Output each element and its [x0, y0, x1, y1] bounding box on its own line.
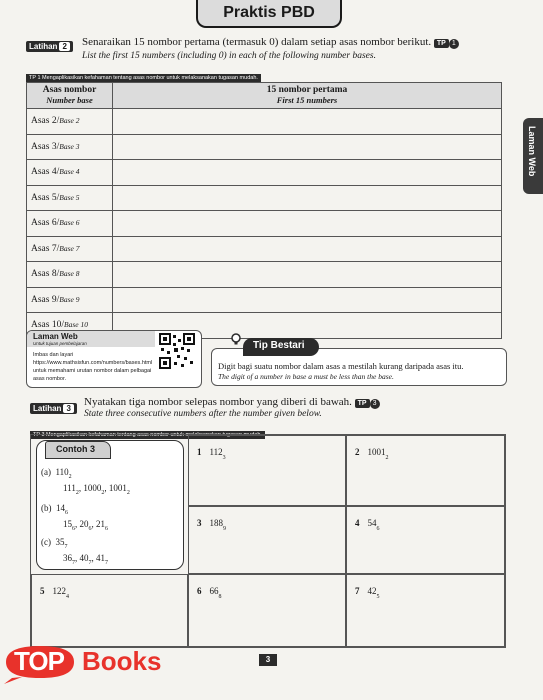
- laman-web-box: [26, 330, 202, 388]
- table-row: Asas 5/Base 5: [27, 185, 502, 211]
- table-row: Asas 8/Base 8: [27, 262, 502, 288]
- table-row: Asas 2/Base 2: [27, 109, 502, 135]
- page-title: Praktis PBD: [223, 4, 315, 21]
- col-header-first15: 15 nombor pertama First 15 numbers: [113, 83, 502, 109]
- laman-web-body: Imbas dan layari https://www.mathsisfun.com/numbers/bases.html untuk memahami urutan nombor dalam pelbagai asas nombor.: [33, 352, 153, 382]
- number-base-table: [26, 82, 502, 339]
- topbooks-logo: TOP Books: [0, 640, 190, 684]
- tip-body-ms: Digit bagi suatu nombor dalam asas a mestilah kurang daripada asas itu.: [218, 361, 464, 371]
- tip-body-en: The digit of a number in base a must be less than the base.: [218, 372, 394, 381]
- latihan2-badge: Latihan 2: [26, 36, 73, 54]
- answer-cell[interactable]: [113, 262, 502, 288]
- contoh-header: Contoh 3: [45, 441, 111, 459]
- qr-code-icon[interactable]: [159, 333, 195, 369]
- example-b: (b) $14_6$ $15_6$, $20_6$, $21_6$: [41, 503, 108, 532]
- col-header-base: Asas nombor Number base: [27, 83, 113, 109]
- answer-cell[interactable]: [113, 185, 502, 211]
- latihan2-question-ms: Senaraikan 15 nombor pertama (termasuk 0) dalam setiap asas nombor berikut. TP 1: [82, 36, 459, 49]
- question-cell[interactable]: 6 $66_8$: [188, 574, 346, 647]
- table-row: Asas 6/Base 6: [27, 211, 502, 237]
- answer-cell[interactable]: [113, 109, 502, 135]
- example-c: (c) $35_7$ $36_7$, $40_7$, $41_7$: [41, 537, 108, 566]
- contoh-example-box: [36, 440, 184, 570]
- latihan2-instruction: TP 1 Mengaplikasikan kefahaman tentang asas nombor untuk melaksanakan tugasan mudah.: [26, 66, 261, 84]
- tp-level: 3: [370, 399, 380, 409]
- page-header-tab: [196, 0, 342, 28]
- answer-cell[interactable]: [113, 236, 502, 262]
- example-a: (a) $110_2$ $111_2$, $1000_2$, $1001_2$: [41, 467, 130, 496]
- latihan3-instruction: TP 3 Mengaplikasikan kefahaman tentang asas nombor untuk melaksanakan tugasan mudah.: [30, 423, 265, 441]
- tp-level: 1: [449, 39, 459, 49]
- question-cell[interactable]: 3 $188_9$: [188, 506, 346, 574]
- answer-cell[interactable]: [113, 287, 502, 313]
- table-row: Asas 4/Base 4: [27, 160, 502, 186]
- latihan3-question-en: State three consecutive numbers after the number given below.: [84, 409, 322, 419]
- table-row: Asas 10/Base 10: [27, 313, 502, 339]
- question-cell[interactable]: 2 $1001_2$: [346, 435, 505, 506]
- lightbulb-icon: [229, 332, 243, 346]
- table-row: Asas 9/Base 9: [27, 287, 502, 313]
- laman-web-side-tab[interactable]: Laman Web: [523, 118, 543, 194]
- question-cell[interactable]: 4 $54_6$: [346, 506, 505, 574]
- tip-bestari-header: Tip Bestari: [243, 338, 319, 356]
- tp-badge: TP: [355, 399, 370, 408]
- tp-badge: TP: [434, 39, 449, 48]
- page-number: 3: [259, 654, 277, 666]
- answer-cell[interactable]: [113, 134, 502, 160]
- latihan3-question-ms: Nyatakan tiga nombor selepas nombor yang diberi di bawah. TP 3: [84, 396, 380, 409]
- latihan3-badge: Latihan 3: [30, 398, 77, 416]
- answer-cell[interactable]: [113, 211, 502, 237]
- question-cell[interactable]: 1 $112_3$: [188, 435, 346, 506]
- laman-web-header: Laman Web Untuk tujuan pembelajaran: [27, 331, 155, 347]
- question-cell[interactable]: 5 $122_4$: [31, 574, 188, 647]
- latihan2-question-en: List the first 15 numbers (including 0) in each of the following number bases.: [82, 51, 376, 61]
- question-cell[interactable]: 7 $42_5$: [346, 574, 505, 647]
- table-row: Asas 7/Base 7: [27, 236, 502, 262]
- answer-cell[interactable]: [113, 160, 502, 186]
- table-row: Asas 3/Base 3: [27, 134, 502, 160]
